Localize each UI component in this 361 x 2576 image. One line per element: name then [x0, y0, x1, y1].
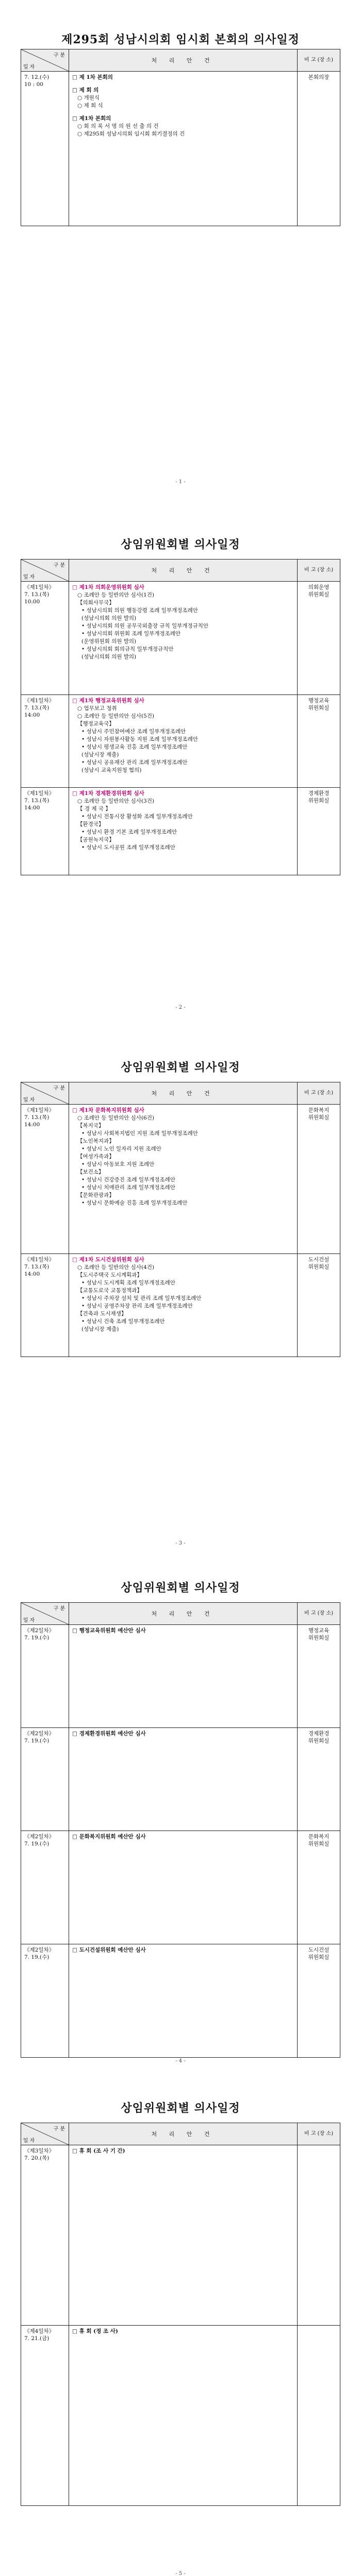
- agenda-line: 【환경국】: [77, 821, 104, 827]
- agenda-items: [69, 1728, 298, 1831]
- session-location: 경제환경 위원회실: [298, 1728, 340, 1831]
- agenda-line: • 성남시의회 위원회 조례 일부개정조례안: [81, 631, 180, 637]
- agenda-line: ○ 조례안 등 일반의안 심사(5건): [77, 713, 154, 719]
- session-date: 《제2일차》 7. 19.(수): [21, 1625, 69, 1728]
- agenda-line: ○ 업무보고 청취: [77, 705, 117, 711]
- agenda-line: □ 행정교육위원회 예산안 심사: [72, 1628, 146, 1634]
- header-note: 비 고 (장 소): [298, 2123, 340, 2145]
- session-date: 《제2일차》 7. 19.(수): [21, 1728, 69, 1831]
- agenda-line: 【도시주택국 도시계획과】: [77, 1272, 142, 1278]
- agenda-line: • 성남시 주차장 설치 및 관리 조례 일부개정조례안: [81, 1295, 202, 1301]
- agenda-line: □ 제1차 경제환경위원회 심사: [72, 790, 144, 796]
- agenda-items: [69, 1625, 298, 1728]
- header-date: [21, 49, 69, 72]
- agenda-items: [69, 72, 298, 226]
- agenda-row: [21, 2145, 340, 2326]
- agenda-line: □ 제1차 본회의: [72, 115, 111, 122]
- agenda-line: □ 제1차 문화복지위원회 심사: [72, 1107, 144, 1113]
- header-date-label: 일자: [23, 1097, 37, 1103]
- agenda-table: [21, 49, 340, 226]
- session-date: 《제1일차》 7. 13.(목) 14:00: [21, 1105, 69, 1254]
- session-date: 《제2일차》 7. 19.(수): [21, 1944, 69, 2058]
- session-date: 《제1일차》 7. 13.(목) 14:00: [21, 695, 69, 788]
- session-date: 7. 12.(수) 10 : 00: [21, 72, 69, 226]
- spacer: [72, 110, 294, 115]
- header-date: [21, 2123, 69, 2145]
- agenda-line: ○ 조례안 등 일반의안 심사(1건): [77, 592, 154, 598]
- agenda-line: 【공원녹지국】: [77, 837, 114, 843]
- page-number: - 5 -: [175, 2571, 186, 2576]
- page-number: - 1 -: [175, 479, 186, 485]
- page-number: - 4 -: [175, 2058, 186, 2064]
- agenda-line: 【행정교육국】: [77, 721, 114, 727]
- agenda-line: ○ 제 회 식: [77, 103, 103, 109]
- header-content: 처 리 안 건: [69, 1082, 298, 1105]
- session-location: 행정교육 위원회실: [298, 695, 340, 788]
- spacer: [72, 81, 294, 87]
- agenda-row: [21, 695, 340, 788]
- header-date-label: 일자: [23, 574, 37, 580]
- agenda-line: □ 제1차 의회운영위원회 심사: [72, 584, 144, 590]
- agenda-line: ○ 조례안 등 일반의안 심사(6건): [77, 1115, 154, 1121]
- agenda-line: • 성남시의회 의원 공무국외출장 규칙 일부개정규칙안: [81, 623, 209, 629]
- agenda-line: ○ 제295회 성남시의회 임시회 회기결정의 건: [77, 131, 185, 137]
- session-location: 경제환경 위원회실: [298, 788, 340, 875]
- agenda-line: □ 도시건설위원회 예산안 심사: [72, 1947, 146, 1953]
- agenda-line: □ 경제환경위원회 예산안 심사: [72, 1731, 146, 1737]
- agenda-row: [21, 1254, 340, 1357]
- session-date: 《제1일차》 7. 13.(목) 14:00: [21, 1254, 69, 1357]
- agenda-line: 【의회사무국】: [77, 600, 114, 606]
- agenda-items: [69, 1254, 298, 1357]
- header-date: [21, 560, 69, 582]
- session-location: 문화복지 위원회실: [298, 1105, 340, 1254]
- page-number: - 3 -: [175, 1540, 186, 1546]
- header-category-label: 구분: [53, 53, 67, 58]
- agenda-line: (성남시장 제출): [81, 1326, 119, 1332]
- page-title: 상임위원회별 의사일정: [121, 1581, 240, 1595]
- session-date: 《제4일차》 7. 21.(금): [21, 2326, 69, 2506]
- agenda-items: [69, 788, 298, 875]
- agenda-row: [21, 2326, 340, 2506]
- agenda-line: 【복지국】: [77, 1123, 104, 1129]
- page-title: 상임위원회별 의사일정: [121, 2102, 240, 2115]
- agenda-items: [69, 2145, 298, 2326]
- header-content: 처 리 안 건: [69, 560, 298, 582]
- agenda-row: [21, 1625, 340, 1728]
- agenda-line: ○ 조례안 등 일반의안 심사(3건): [77, 798, 154, 804]
- session-date: 《제1일차》 7. 13.(목) 10:00: [21, 582, 69, 695]
- session-date: 《제2일차》 7. 19.(수): [21, 1831, 69, 1944]
- session-location: 도시건설 위원회실: [298, 1254, 340, 1357]
- session-location: [298, 2326, 340, 2506]
- header-date-label: 일자: [23, 64, 37, 70]
- session-location: 문화복지 위원회실: [298, 1831, 340, 1944]
- agenda-row: [21, 788, 340, 875]
- agenda-items: [69, 1944, 298, 2058]
- agenda-line: (성남시의회 의원 발의): [81, 615, 137, 621]
- header-note: 비 고 (장 소): [298, 49, 340, 72]
- header-category-label: 구분: [53, 563, 67, 568]
- agenda-line: 【문화관광과】: [77, 1192, 114, 1198]
- agenda-line: 【교통도로국 교통정책과】: [77, 1287, 142, 1294]
- header-content: 처 리 안 건: [69, 49, 298, 72]
- header-note: 비 고 (장 소): [298, 1082, 340, 1105]
- agenda-line: 【노인복지과】: [77, 1138, 114, 1144]
- header-date-label: 일자: [23, 1618, 37, 1623]
- agenda-line: 【 경 제 국 】: [77, 806, 111, 812]
- session-location: 의회운영 위원회실: [298, 582, 340, 695]
- agenda-line: • 성남시 자원봉사활동 지원 조례 일부개정조례안: [81, 736, 198, 742]
- agenda-line: • 성남시 노인 일자리 지원 조례안: [81, 1146, 161, 1152]
- agenda-line: • 성남시 건강증진 조례 일부개정조례안: [81, 1177, 175, 1183]
- agenda-line: ○ 회 의 록 서 명 의 원 선 출 의 건: [77, 123, 159, 129]
- page-title: 상임위원회별 의사일정: [121, 1061, 240, 1074]
- agenda-line: • 성남시 전통시장 활성화 조례 일부개정조례안: [81, 814, 193, 820]
- agenda-table: [21, 559, 340, 875]
- agenda-line: • 성남시 건축 조례 일부개정조례안: [81, 1318, 165, 1325]
- agenda-line: • 성남시 도시계획 조례 일부개정조례안: [81, 1280, 175, 1286]
- agenda-line: • 성남시 사회복지법인 지원 조례 일부개정조례안: [81, 1130, 198, 1137]
- agenda-line: 【건축과 도시재생】: [77, 1311, 127, 1317]
- session-date: 《제1일차》 7. 13.(목) 14:00: [21, 788, 69, 875]
- agenda-line: (운영위원회 의원 발의): [81, 638, 137, 645]
- page-title: 제295회 성남시의회 임시회 본회의 의사일정: [61, 33, 300, 46]
- header-content: 처 리 안 건: [69, 2123, 298, 2145]
- agenda-line: (성남시 교육지원청 협의): [81, 767, 142, 773]
- session-location: 행정교육 위원회실: [298, 1625, 340, 1728]
- agenda-table: [21, 1082, 340, 1357]
- agenda-line: □ 휴 회 (조 사 기 간): [72, 2148, 125, 2154]
- agenda-items: [69, 2326, 298, 2506]
- header-category-label: 구분: [53, 2126, 67, 2132]
- session-date: 《제3일차》 7. 20.(목): [21, 2145, 69, 2326]
- agenda-items: [69, 1831, 298, 1944]
- agenda-table: [21, 1602, 340, 2058]
- agenda-line: □ 제 1차 본회의: [72, 74, 113, 80]
- header-category-label: 구분: [53, 1086, 67, 1091]
- header-date: [21, 1603, 69, 1625]
- agenda-line: • 성남시 공유재산 관리 조례 일부개정조례안: [81, 759, 188, 766]
- agenda-table: [21, 2123, 340, 2506]
- agenda-line: • 성남시 평생교육 진흥 조례 일부개정조례안: [81, 744, 188, 750]
- header-date: [21, 1082, 69, 1105]
- header-note: 비 고 (장 소): [298, 1603, 340, 1625]
- agenda-items: [69, 1105, 298, 1254]
- agenda-line: (성남시의회 의원 발의): [81, 654, 137, 660]
- agenda-items: [69, 582, 298, 695]
- session-location: [298, 2145, 340, 2326]
- agenda-line: • 성남시 치매관리 조례 일부개정조례안: [81, 1184, 175, 1191]
- agenda-line: □ 제1차 도시건설위원회 심사: [72, 1257, 144, 1263]
- agenda-line: □ 문화복지위원회 예산안 심사: [72, 1834, 146, 1840]
- agenda-row: [21, 1728, 340, 1831]
- agenda-row: [21, 582, 340, 695]
- session-location: 도시건설 위원회실: [298, 1944, 340, 2058]
- page-number: - 2 -: [175, 1005, 186, 1010]
- agenda-line: • 성남시 공영주차장 관리 조례 일부개정조례안: [81, 1303, 193, 1309]
- agenda-line: • 성남시 문화예술 진흥 조례 일부개정조례안: [81, 1200, 188, 1206]
- agenda-line: 【보건소】: [77, 1169, 104, 1175]
- agenda-line: □ 제 회 의: [72, 87, 99, 93]
- header-note: 비 고 (장 소): [298, 560, 340, 582]
- agenda-line: □ 휴 회 (정 조 사): [72, 2328, 118, 2334]
- agenda-line: • 성남시 아동보호 지원 조례안: [81, 1161, 155, 1167]
- header-date-label: 일자: [23, 2138, 37, 2144]
- agenda-line: 【여성가족과】: [77, 1154, 114, 1160]
- agenda-line: • 성남시의회 의원 행동강령 조례 일부개정조례안: [81, 607, 198, 614]
- agenda-line: • 성남시의회 회의규칙 일부개정규칙안: [81, 646, 174, 652]
- agenda-items: [69, 695, 298, 788]
- agenda-line: • 성남시 주민참여예산 조례 일부개정조례안: [81, 728, 186, 735]
- agenda-line: • 성남시 도시공원 조례 일부개정조례안: [81, 844, 175, 851]
- session-location: 본회의장: [298, 72, 340, 226]
- page-title: 상임위원회별 의사일정: [121, 538, 240, 551]
- header-category-label: 구분: [53, 1606, 67, 1612]
- agenda-row: [21, 72, 340, 226]
- agenda-line: ○ 개원식: [77, 95, 100, 101]
- agenda-line: ○ 조례안 등 일반의안 심사(4건): [77, 1264, 154, 1270]
- agenda-line: • 성남시 환경 기본 조례 일부개정조례안: [81, 829, 177, 835]
- agenda-line: □ 제1차 행정교육위원회 심사: [72, 698, 144, 704]
- agenda-row: [21, 1831, 340, 1944]
- agenda-row: [21, 1105, 340, 1254]
- header-content: 처 리 안 건: [69, 1603, 298, 1625]
- agenda-row: [21, 1944, 340, 2058]
- agenda-line: (성남시장 제출): [81, 752, 119, 758]
